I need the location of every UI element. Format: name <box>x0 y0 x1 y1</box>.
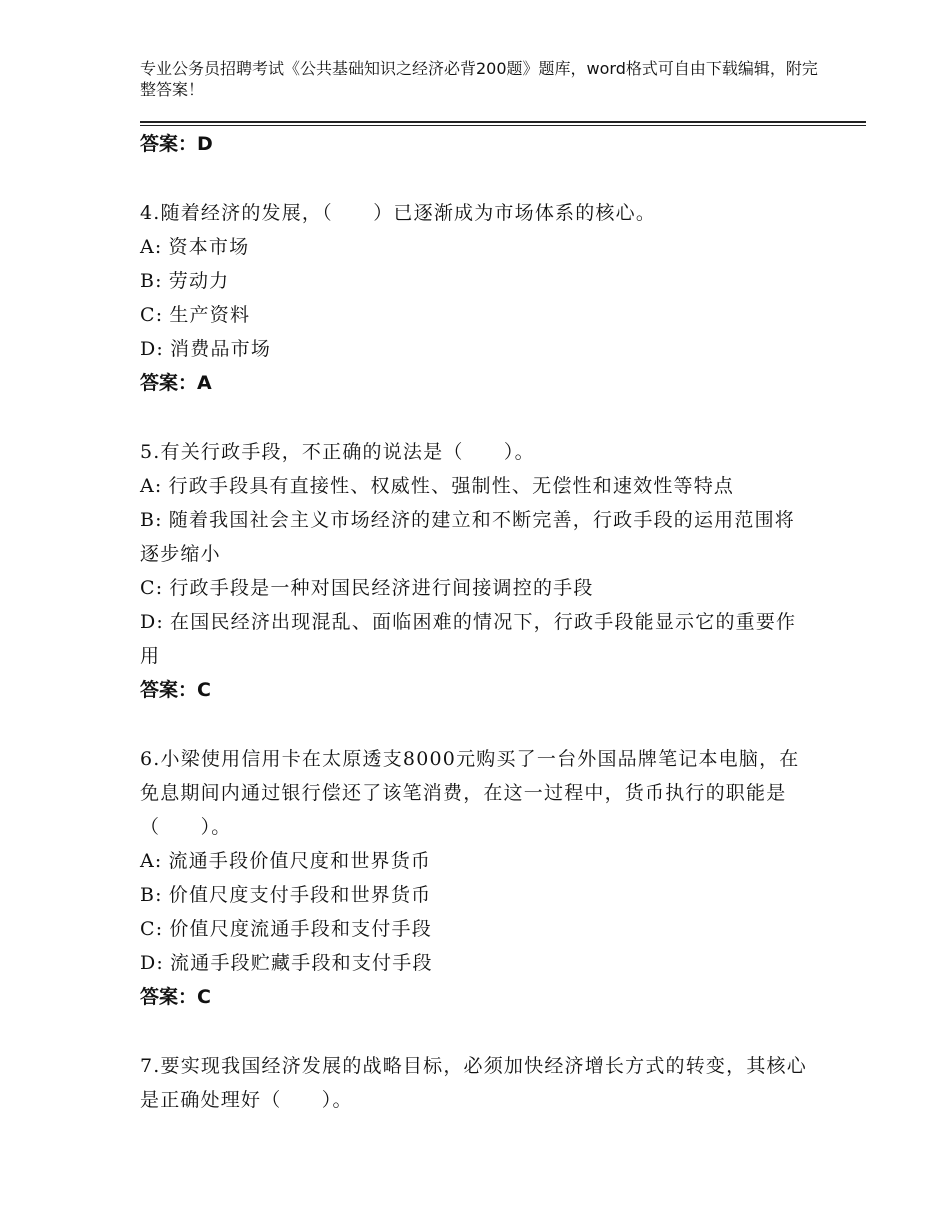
option-letter: B: <box>140 509 163 531</box>
answer-line-q3: 答案：D <box>140 133 213 155</box>
page-header: 专业公务员招聘考试《公共基础知识之经济必背200题》题库，word格式可自由下载编辑，附完整答案！ <box>140 59 818 99</box>
option-letter: A: <box>140 850 163 872</box>
header-divider-thick <box>140 121 866 123</box>
option-text: 随着我国社会主义市场经济的建立和不断完善，行政手段的运用范围将逐步缩小 <box>140 509 795 565</box>
option-a <box>140 230 812 264</box>
answer-line: 答案：C <box>140 986 211 1008</box>
option-c <box>140 298 812 332</box>
option-c <box>140 571 812 605</box>
question-4 <box>140 196 812 400</box>
option-text: 流通手段价值尺度和世界货币 <box>168 850 432 872</box>
option-letter: C: <box>140 577 164 599</box>
question-6 <box>140 742 812 1014</box>
option-a <box>140 844 812 878</box>
option-letter: B: <box>140 270 163 292</box>
option-letter: D: <box>140 952 165 974</box>
option-letter: A: <box>140 475 163 497</box>
option-b <box>140 503 812 571</box>
option-text: 价值尺度流通手段和支付手段 <box>169 918 432 940</box>
answer-line: 答案：C <box>140 679 211 701</box>
question-7 <box>140 1049 812 1117</box>
option-text: 价值尺度支付手段和世界货币 <box>168 884 432 906</box>
question-stem: 4.随着经济的发展，（ ）已逐渐成为市场体系的核心。 <box>140 202 657 224</box>
option-d <box>140 332 812 366</box>
option-letter: D: <box>140 338 165 360</box>
option-letter: D: <box>140 611 165 633</box>
question-stem: 5.有关行政手段，不正确的说法是（ ）。 <box>140 441 535 463</box>
option-text: 生产资料 <box>169 304 251 326</box>
option-text: 行政手段是一种对国民经济进行间接调控的手段 <box>169 577 594 599</box>
option-a <box>140 469 812 503</box>
question-stem: 7.要实现我国经济发展的战略目标，必须加快经济增长方式的转变，其核心是正确处理好（ ）。 <box>140 1055 807 1111</box>
option-letter: C: <box>140 304 164 326</box>
option-letter: A: <box>140 236 163 258</box>
header-divider-thin <box>140 125 866 126</box>
option-d <box>140 946 812 980</box>
option-b <box>140 264 812 298</box>
question-list <box>140 127 812 1117</box>
question-stem: 6.小梁使用信用卡在太原透支8000元购买了一台外国品牌笔记本电脑，在免息期间内通过银行偿还了该笔消费，在这一过程中，货币执行的职能是（ ）。 <box>140 748 800 838</box>
option-text: 资本市场 <box>168 236 250 258</box>
answer-line: 答案：A <box>140 372 212 394</box>
option-text: 流通手段贮藏手段和支付手段 <box>170 952 433 974</box>
option-d <box>140 605 812 673</box>
option-text: 劳动力 <box>168 270 230 292</box>
option-letter: C: <box>140 918 164 940</box>
question-5 <box>140 435 812 707</box>
option-c <box>140 912 812 946</box>
option-text: 在国民经济出现混乱、面临困难的情况下，行政手段能显示它的重要作用 <box>140 611 797 667</box>
option-b <box>140 878 812 912</box>
option-letter: B: <box>140 884 163 906</box>
option-text: 消费品市场 <box>170 338 272 360</box>
option-text: 行政手段具有直接性、权威性、强制性、无偿性和速效性等特点 <box>168 475 735 497</box>
